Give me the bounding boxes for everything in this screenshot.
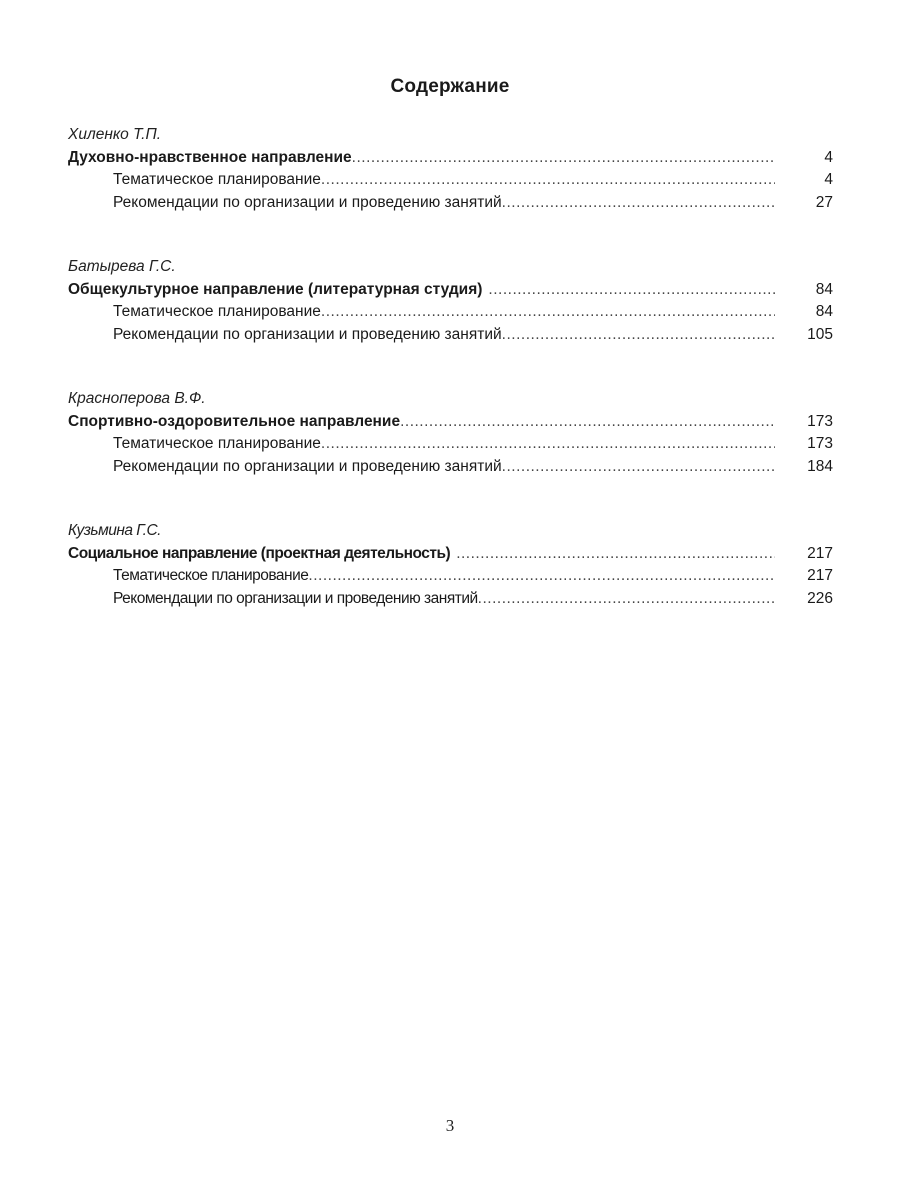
entry-page-number: 105 [807,325,833,343]
entry-page-number: 84 [815,280,833,298]
section-author: Батырева Г.С. [68,258,176,275]
entry-label: Общекультурное направление (литературная студия) [68,280,483,298]
dot-leader [400,411,775,434]
toc-section [68,388,833,478]
entry-label: Рекомендации по организации и проведению занятий [113,589,478,607]
toc-entry-sub[interactable] [68,456,833,479]
toc-entry-sub[interactable] [68,433,833,456]
entry-label: Тематическое планирование [113,567,309,584]
toc-entry-sub[interactable] [68,565,833,588]
entry-label: Социальное направление (проектная деятельность) [68,544,451,562]
entry-label: Рекомендации по организации и проведению занятий [113,457,502,475]
toc-entry-sub[interactable] [68,301,833,324]
entry-page-number: 217 [807,544,833,562]
toc-entry-main[interactable] [68,543,833,566]
entry-page-number: 226 [807,589,833,607]
dot-leader [502,456,775,479]
entry-label: Рекомендации по организации и проведению занятий [113,193,502,211]
table-of-contents [68,124,833,652]
entry-page-number: 184 [807,457,833,475]
toc-entry-main[interactable] [68,411,833,434]
toc-section [68,256,833,346]
dot-leader [321,301,775,324]
entry-label: Спортивно-оздоровительное направление [68,412,401,430]
dot-leader [321,169,775,192]
dot-leader [488,279,775,302]
dot-leader [321,433,775,456]
section-author: Красноперова В.Ф. [68,390,206,407]
dot-leader [502,192,775,215]
entry-label: Тематическое планирование [113,303,321,320]
entry-page-number: 27 [815,193,833,211]
section-author: Кузьмина Г.С. [68,522,161,539]
dot-leader [502,324,775,347]
entry-label: Тематическое планирование [113,171,321,188]
dot-leader [308,565,775,588]
toc-entry-sub[interactable] [68,324,833,347]
toc-entry-main[interactable] [68,279,833,302]
toc-section [68,520,833,610]
toc-entry-sub[interactable] [68,588,833,611]
dot-leader [352,147,775,170]
entry-page-number: 173 [807,412,833,430]
dot-leader [456,543,775,566]
entry-page-number: 4 [824,148,833,166]
entry-label: Тематическое планирование [113,435,321,452]
entry-label: Рекомендации по организации и проведению занятий [113,325,502,343]
page-number: 3 [445,1116,455,1135]
toc-entry-sub[interactable] [68,169,833,192]
entry-page-number: 217 [807,567,833,584]
entry-page-number: 173 [807,435,833,452]
toc-entry-main[interactable] [68,147,833,170]
section-author: Хиленко Т.П. [68,126,162,143]
entry-page-number: 4 [824,171,833,188]
entry-page-number: 84 [815,303,833,320]
dot-leader [478,588,775,611]
toc-entry-sub[interactable] [68,192,833,215]
toc-section [68,124,833,214]
entry-label: Духовно-нравственное направление [68,148,352,166]
page-title: Содержание [390,76,510,97]
